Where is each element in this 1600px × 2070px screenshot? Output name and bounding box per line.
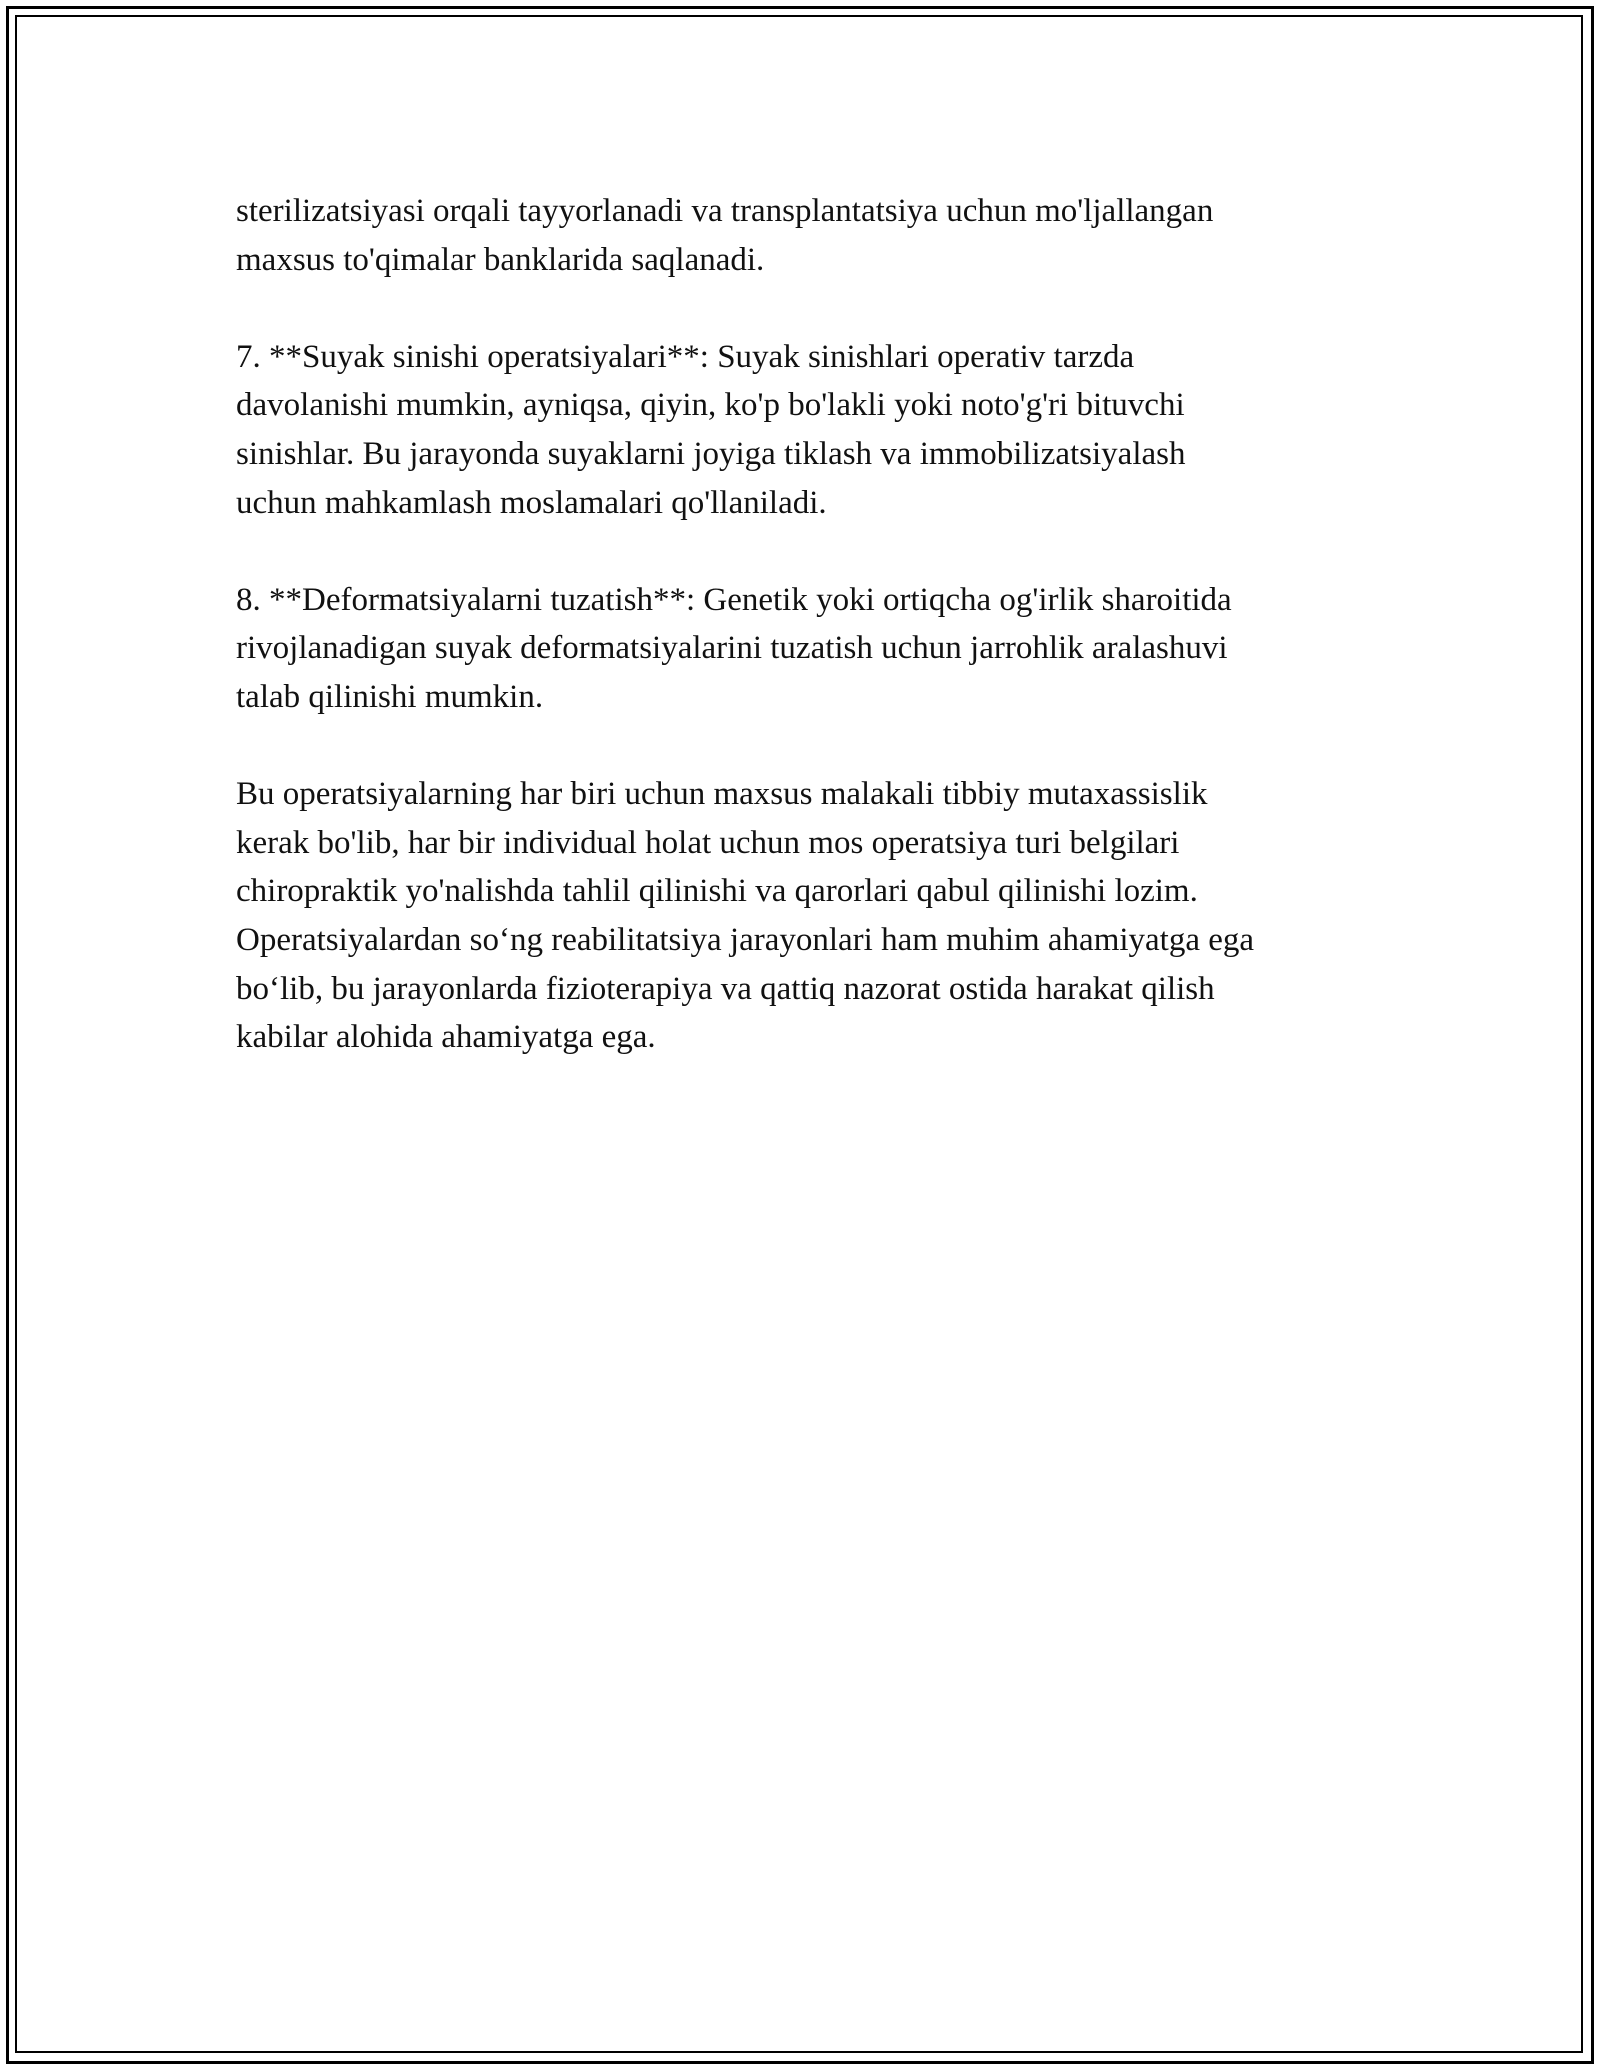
document-body bbox=[236, 187, 1376, 1110]
paragraph-conclusion: Bu operatsiyalarning har biri uchun maxsus malakali tibbiy mutaxassislik kerak bo'lib, har bir individual holat uchun mos operatsiya turi belgilari chiropraktik yo'nalishda tahlil qilinishi va qarorlari qabul qilinishi lozim. Operatsiyalardan so‘ng reabilitatsiya jarayonlari ham muhim ahamiyatga ega bo‘lib, bu jarayonlarda fizioterapiya va qattiq nazorat ostida harakat qilish kabilar alohida ahamiyatga ega. bbox=[236, 776, 1255, 1056]
paragraph-sterilization-continued: sterilizatsiyasi orqali tayyorlanadi va transplantatsiya uchun mo'ljallangan maxsus to'qimalar banklarida saqlanadi. bbox=[236, 193, 1214, 278]
paragraph-deformity-correction: 8. **Deformatsiyalarni tuzatish**: Genetik yoki ortiqcha og'irlik sharoitida rivojlanadigan suyak deformatsiyalarini tuzatish uchun jarrohlik aralashuvi talab qilinishi mumkin. bbox=[236, 581, 1232, 715]
paragraph-fracture-operations: 7. **Suyak sinishi operatsiyalari**: Suyak sinishlari operativ tarzda davolanishi mumkin, ayniqsa, qiyin, ko'p bo'lakli yoki noto'g'ri bituvchi sinishlar. Bu jarayonda suyaklarni joyiga tiklash va immobilizatsiyalash uchun mahkamlash moslamalari qo'llaniladi. bbox=[236, 338, 1186, 521]
